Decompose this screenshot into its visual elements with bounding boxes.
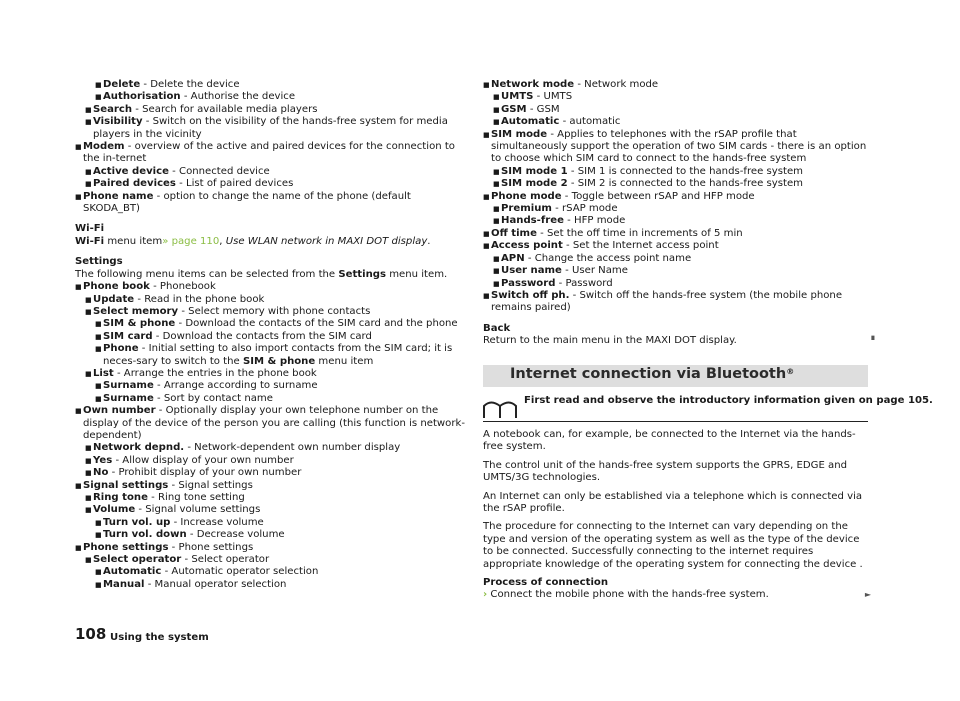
item-term: Search	[93, 103, 133, 115]
settings-intro: The following menu items can be selected from the Settings menu item.	[75, 268, 448, 280]
item-description: - SIM 2 is connected to the hands-free system	[567, 178, 803, 190]
left-list-a	[75, 79, 467, 215]
notice-divider	[483, 421, 868, 422]
item-term: SIM & phone	[103, 318, 176, 330]
item-description: - Download the contacts from the SIM card	[152, 330, 372, 342]
item-term: Select operator	[93, 554, 182, 566]
paragraph: An Internet can only be established via a telephone which is connected via the rSAP profile.	[483, 490, 863, 515]
item-term: List	[93, 367, 114, 379]
list-item	[75, 368, 467, 380]
item-term: Turn vol. down	[103, 529, 187, 541]
item-description: - Applies to telephones with the rSAP profile that simultaneously support the operation of two SIM cards - there is an option to choose which SIM card to connect to the hands-free system	[491, 128, 867, 165]
item-description: - Set the Internet access point	[562, 240, 719, 252]
list-item	[483, 191, 870, 203]
bullet-icon: ■	[85, 456, 92, 465]
item-term: GSM	[501, 103, 527, 115]
item-term: Turn vol. up	[103, 516, 171, 528]
item-description: - Delete the device	[140, 79, 240, 90]
bullet-icon: ■	[95, 93, 102, 102]
book-open-icon	[483, 397, 517, 419]
item-term: Automatic	[501, 116, 560, 128]
list-item	[75, 178, 467, 190]
item-description: - Select memory with phone contacts	[178, 305, 371, 317]
item-term: Network mode	[491, 79, 575, 90]
footer-section-label: Using the system	[110, 632, 209, 643]
item-term: SIM mode 1	[501, 165, 568, 177]
item-term: Access point	[491, 240, 563, 252]
item-term: Surname	[103, 380, 154, 392]
bullet-icon: ■	[75, 481, 82, 490]
item-term: Visibility	[93, 116, 143, 128]
item-term: Select memory	[93, 305, 179, 317]
list-item	[483, 290, 870, 315]
list-item	[75, 318, 467, 330]
bullet-icon: ■	[75, 543, 82, 552]
internet-paragraphs	[483, 429, 870, 571]
item-description: - Search for available media players	[132, 103, 318, 115]
item-description: - Automatic operator selection	[161, 566, 319, 578]
item-description: - Connected device	[168, 165, 270, 177]
page-number: 108	[75, 625, 107, 643]
bullet-icon: ■	[75, 283, 82, 292]
item-term: SIM mode	[491, 128, 548, 140]
process-heading: Process of connection	[483, 577, 609, 589]
bullet-icon: ■	[483, 130, 490, 139]
bullet-icon: ■	[95, 568, 102, 577]
item-description: - Decrease volume	[186, 529, 285, 541]
bullet-icon: ■	[483, 291, 490, 300]
bullet-icon: ■	[493, 105, 500, 114]
list-item	[483, 240, 870, 252]
item-term: Manual	[103, 578, 145, 590]
list-item	[483, 265, 870, 277]
item-term: Phone settings	[83, 541, 169, 553]
list-item	[75, 405, 467, 442]
bullet-icon: ■	[95, 345, 102, 354]
list-item	[75, 393, 467, 405]
item-description: - UMTS	[533, 91, 573, 103]
list-item	[75, 492, 467, 504]
bullet-icon: ■	[483, 242, 490, 251]
item-term: Signal settings	[83, 479, 169, 491]
bullet-icon: ■	[85, 167, 92, 176]
item-term: Switch off ph.	[491, 289, 570, 301]
list-item	[75, 294, 467, 306]
item-term: User name	[501, 265, 562, 277]
list-item	[75, 480, 467, 492]
wifi-paragraph: Wi-Fi menu item» page 110, Use WLAN network in MAXI DOT display.	[75, 235, 431, 247]
item-term: Authorisation	[103, 91, 181, 103]
page-link[interactable]: » page 110	[162, 235, 220, 247]
list-item	[75, 504, 467, 516]
section-title: Internet connection via Bluetooth®	[510, 366, 795, 382]
bullet-icon: ■	[95, 580, 102, 589]
item-term: Password	[501, 277, 556, 289]
item-description: - rSAP mode	[551, 203, 618, 215]
item-term: Paired devices	[93, 178, 176, 190]
item-term: Phone	[103, 343, 139, 355]
bullet-icon: ■	[85, 494, 92, 502]
end-of-section-mark: ∎	[870, 333, 876, 343]
bullet-icon: ■	[493, 205, 500, 214]
item-term: Delete	[103, 79, 141, 90]
paragraph: The control unit of the hands-free system supports the GPRS, EDGE and UMTS/3G technologies.	[483, 459, 848, 484]
back-heading: Back	[483, 322, 511, 334]
item-description: - automatic	[559, 116, 621, 128]
list-item	[483, 79, 870, 91]
bullet-icon: ■	[85, 105, 92, 114]
paragraph: The procedure for connecting to the Internet can vary depending on the type and version of the operating system as well as the type of the device to be connected. Successfully connecting to the internet requires appropriate knowledge of the operating system for connecting the device .	[483, 521, 863, 570]
item-term: Own number	[83, 405, 156, 417]
bullet-icon: ■	[493, 118, 500, 127]
item-description: - Prohibit display of your own number	[108, 467, 302, 479]
item-term: Hands-free	[501, 215, 564, 227]
bullet-icon: ■	[95, 394, 102, 403]
bullet-icon: ■	[85, 295, 92, 304]
bullet-icon: ■	[95, 518, 102, 527]
item-description: - Ring tone setting	[147, 492, 245, 503]
list-item	[75, 141, 467, 166]
item-description: - GSM	[526, 103, 560, 115]
list-item	[483, 203, 870, 215]
item-description: - Initial setting to also import contacts from the SIM card; it is neces-sary to switch to the	[103, 343, 453, 367]
item-description: - Select operator	[181, 554, 270, 566]
item-term: Update	[93, 293, 135, 305]
list-item	[75, 517, 467, 529]
item-description: - Increase volume	[170, 516, 264, 528]
item-term: Phone mode	[491, 190, 562, 202]
item-term: Phone book	[83, 281, 150, 293]
bullet-icon: ■	[483, 229, 490, 238]
item-term: Premium	[501, 203, 552, 215]
item-description: - User Name	[561, 265, 628, 277]
item-description: - Switch off the hands-free system (the mobile phone remains paired)	[491, 289, 843, 314]
list-item	[75, 79, 467, 91]
list-item	[75, 529, 467, 541]
list-item	[483, 104, 870, 116]
bullet-icon: ■	[95, 320, 102, 329]
item-description: - Phone settings	[168, 541, 254, 553]
bullet-icon: ■	[85, 307, 92, 316]
item-term: SIM mode 2	[501, 178, 568, 190]
item-term: No	[93, 467, 109, 479]
item-description: - HFP mode	[563, 215, 626, 227]
list-item	[483, 228, 870, 240]
list-item	[75, 566, 467, 578]
list-item	[483, 129, 870, 166]
bullet-icon: ■	[493, 217, 500, 226]
internet-body	[483, 429, 870, 602]
list-item	[483, 253, 870, 265]
bullet-icon: ■	[493, 180, 500, 189]
item-description: - SIM 1 is connected to the hands-free system	[567, 165, 803, 177]
list-item	[75, 380, 467, 392]
bullet-icon: ■	[85, 118, 92, 127]
step-item: › Connect the mobile phone with the hands-free system. ►	[483, 589, 871, 601]
bullet-icon: ■	[85, 180, 92, 189]
list-item	[75, 116, 467, 141]
list-item	[75, 554, 467, 566]
item-description: menu item	[315, 355, 374, 367]
list-item	[75, 104, 467, 116]
item-description: - Set the off time in increments of 5 min	[536, 227, 743, 239]
item-term: UMTS	[501, 91, 534, 103]
list-item	[75, 91, 467, 103]
wifi-heading: Wi-Fi	[75, 223, 105, 235]
item-term: SIM card	[103, 330, 153, 342]
list-item	[483, 278, 870, 290]
list-item	[483, 178, 870, 190]
list-item	[75, 579, 467, 591]
list-item	[75, 343, 467, 368]
item-description: - Network-dependent own number display	[184, 442, 401, 454]
item-term: APN	[501, 252, 525, 264]
bullet-icon: ■	[95, 332, 102, 341]
bullet-icon: ■	[85, 469, 92, 478]
item-description: - Change the access point name	[524, 252, 692, 264]
continue-icon: ►	[864, 590, 871, 600]
bullet-icon: ■	[75, 143, 82, 152]
bullet-icon: ■	[95, 81, 102, 89]
bullet-icon: ■	[493, 167, 500, 176]
item-description: - Read in the phone book	[134, 293, 265, 305]
bullet-icon: ■	[95, 531, 102, 540]
list-item	[483, 91, 870, 103]
item-description: - List of paired devices	[175, 178, 294, 190]
item-term: SIM & phone	[242, 355, 316, 367]
bullet-icon: ■	[85, 556, 92, 565]
bullet-icon: ■	[85, 444, 92, 453]
list-item	[483, 215, 870, 227]
left-column	[75, 79, 467, 591]
step-arrow-icon: ›	[483, 589, 488, 601]
item-term: Ring tone	[93, 492, 148, 503]
item-term: Active device	[93, 165, 169, 177]
item-term: Surname	[103, 392, 154, 404]
wifi-term: Wi-Fi	[75, 235, 105, 247]
bullet-icon: ■	[493, 93, 500, 102]
item-term: Modem	[83, 141, 125, 153]
bullet-icon: ■	[75, 192, 82, 201]
notice-text: First read and observe the introductory information given on page 105.	[524, 395, 933, 406]
item-term: Automatic	[103, 566, 162, 578]
item-description: - option to change the name of the phone (default SKODA_BT)	[83, 190, 411, 215]
item-description: - Sort by contact name	[153, 392, 273, 404]
list-item	[483, 116, 870, 128]
bullet-icon: ■	[483, 81, 490, 89]
item-description: - overview of the active and paired devices for the connection to the in-ternet	[83, 141, 455, 165]
list-item	[75, 442, 467, 454]
item-description: - Password	[555, 277, 613, 289]
bullet-icon: ■	[493, 267, 500, 276]
right-list	[483, 79, 870, 315]
item-description: - Manual operator selection	[144, 578, 287, 590]
list-item	[75, 166, 467, 178]
item-description: - Network mode	[574, 79, 659, 90]
paragraph: A notebook can, for example, be connected to the Internet via the hands-free system.	[483, 429, 856, 453]
item-term: Off time	[491, 227, 537, 239]
list-item	[75, 306, 467, 318]
left-list-b	[75, 281, 467, 591]
bullet-icon: ■	[95, 382, 102, 391]
item-description: - Optionally display your own telephone number on the display of the device of the person you are calling (this function is network-dependent)	[83, 405, 465, 441]
item-description: - Arrange the entries in the phone book	[113, 367, 317, 379]
item-description: - Switch on the visibility of the hands-free system for media players in the vicinity	[93, 116, 448, 140]
list-item	[75, 331, 467, 343]
item-term: Volume	[93, 504, 136, 516]
bullet-icon: ■	[483, 192, 490, 201]
item-term: Network depnd.	[93, 442, 185, 454]
list-item	[75, 455, 467, 467]
item-description: - Allow display of your own number	[112, 454, 294, 466]
item-description: - Arrange according to surname	[153, 380, 318, 392]
settings-heading: Settings	[75, 256, 123, 268]
list-item	[75, 467, 467, 479]
item-description: - Signal settings	[168, 479, 253, 491]
item-description: - Download the contacts of the SIM card and the phone	[175, 318, 458, 330]
item-term: Yes	[93, 454, 113, 466]
bullet-icon: ■	[75, 407, 82, 416]
item-description: - Toggle between rSAP and HFP mode	[561, 190, 755, 202]
item-description: - Signal volume settings	[135, 504, 261, 516]
item-description: - Authorise the device	[180, 91, 296, 103]
list-item	[75, 191, 467, 216]
bullet-icon: ■	[493, 279, 500, 288]
bullet-icon: ■	[85, 369, 92, 378]
list-item	[75, 281, 467, 293]
back-text: Return to the main menu in the MAXI DOT display.	[483, 335, 737, 347]
right-column	[483, 79, 870, 348]
item-description: - Phonebook	[149, 281, 216, 293]
item-term: Phone name	[83, 190, 154, 202]
bullet-icon: ■	[85, 506, 92, 515]
list-item	[483, 166, 870, 178]
bullet-icon: ■	[493, 254, 500, 263]
list-item	[75, 542, 467, 554]
